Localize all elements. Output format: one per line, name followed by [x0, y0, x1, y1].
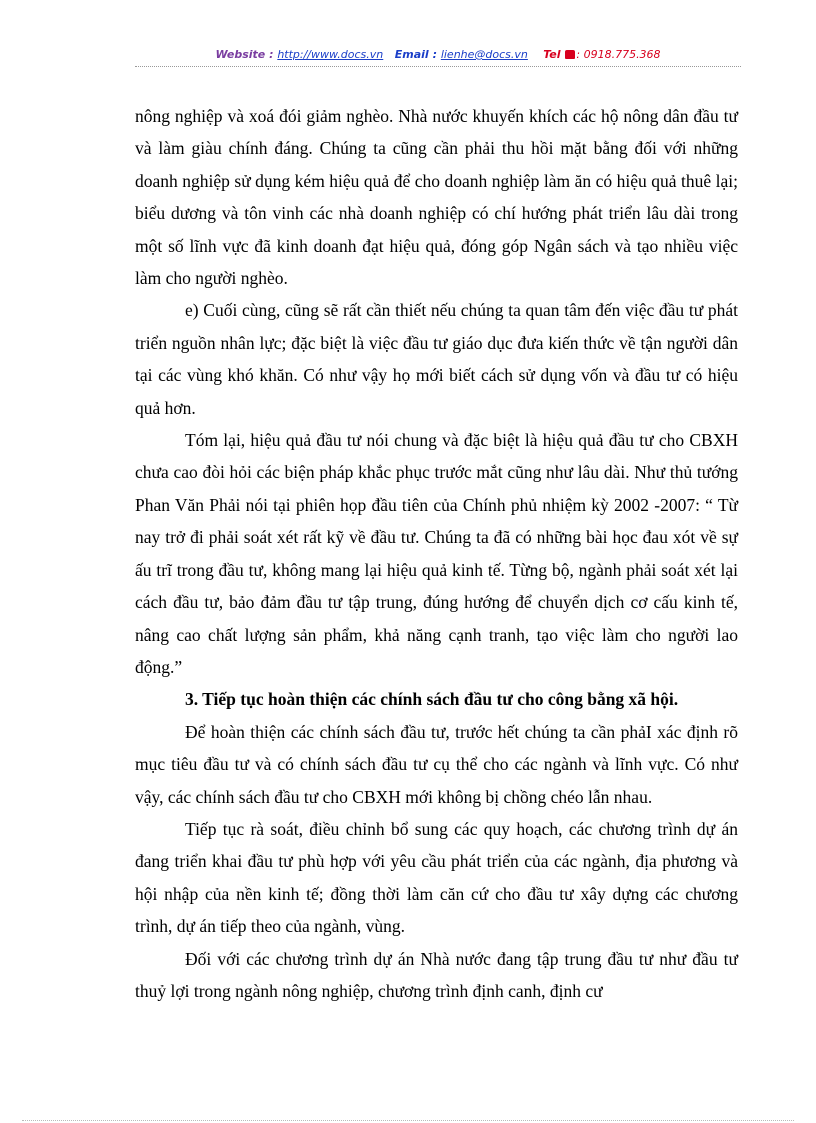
paragraph-human-resources: e) Cuối cùng, cũng sẽ rất cần thiết nếu chúng ta quan tâm đến việc đầu tư phát triển nguồn nhân lực; đặc biệt là việc đầu tư giáo dục đưa kiến thức về tận người dân tại các vùng khó khăn. Có như vậy họ mới biết cách sử dụng vốn và đầu tư có hiệu quả hơn.: [135, 300, 738, 418]
section-heading: 3. Tiếp tục hoàn thiện các chính sách đầu tư cho công bằng xã hội.: [185, 689, 679, 710]
paragraph-review-plans: Tiếp tục rà soát, điều chỉnh bổ sung các quy hoạch, các chương trình dự án đang triển khai đầu tư phù hợp với yêu cầu phát triển của các ngành, địa phương và hội nhập của nền kinh tế; đồng thời làm căn cứ cho đầu tư xây dựng các chương trình, dự án tiếp theo của ngành, vùng.: [135, 818, 738, 937]
phone-icon: [565, 50, 575, 59]
email-separator: :: [432, 48, 437, 61]
page-header: [135, 46, 741, 67]
footer-divider: [22, 1120, 794, 1121]
website-link[interactable]: http://www.docs.vn: [277, 48, 384, 61]
paragraph-continuation: nông nghiệp và xoá đói giảm nghèo. Nhà nước khuyến khích các hộ nông dân đầu tư và làm giàu chính đáng. Chúng ta cũng cần phải thu hồi mặt bằng đối với những doanh nghiệp sử dụng kém hiệu quả để cho doanh nghiệp làm ăn có hiệu quả thuê lại; biểu dương và tôn vinh các nhà doanh nghiệp có chí hướng phát triển lâu dài trong một số lĩnh vực đã kinh doanh đạt hiệu quả, đóng góp Ngân sách và tạo nhiều việc làm cho người nghèo.: [135, 106, 738, 289]
email-label: Email: [394, 48, 429, 61]
paragraph-state-programs: Đối với các chương trình dự án Nhà nước đang tập trung đầu tư như đầu tư thuỷ lợi trong ngành nông nghiệp, chương trình định canh, định cư: [135, 948, 738, 1001]
document-body: [135, 100, 738, 1007]
email-link[interactable]: lienhe@docs.vn: [440, 48, 528, 61]
website-label: Website :: [215, 48, 274, 61]
tel-label: Tel: [543, 48, 561, 61]
paragraph-summary: Tóm lại, hiệu quả đầu tư nói chung và đặc biệt là hiệu quả đầu tư cho CBXH chưa cao đòi hỏi các biện pháp khắc phục trước mắt cũng như lâu dài. Như thủ tướng Phan Văn Phải nói tại phiên họp đầu tiên của Chính phủ nhiệm kỳ 2002 -2007: “ Từ nay trở đi phải soát xét rất kỹ về đầu tư. Chúng ta đã có những bài học đau xót về sự ấu trĩ trong đầu tư, không mang lại hiệu quả kinh tế. Từng bộ, ngành phải soát xét lại cách đầu tư, bảo đảm đầu tư tập trung, đúng hướng để chuyển dịch cơ cấu kinh tế, nâng cao chất lượng sản phẩm, khả năng cạnh tranh, tạo việc làm cho người lao động.”: [135, 430, 738, 677]
paragraph-policy-goals: Để hoàn thiện các chính sách đầu tư, trước hết chúng ta cần phảI xác định rõ mục tiêu đầu tư và có chính sách đầu tư cụ thể cho các ngành và lĩnh vực. Có như vậy, các chính sách đầu tư cho CBXH mới không bị chồng chéo lẫn nhau.: [135, 721, 738, 807]
tel-number: : 0918.775.368: [576, 48, 661, 61]
